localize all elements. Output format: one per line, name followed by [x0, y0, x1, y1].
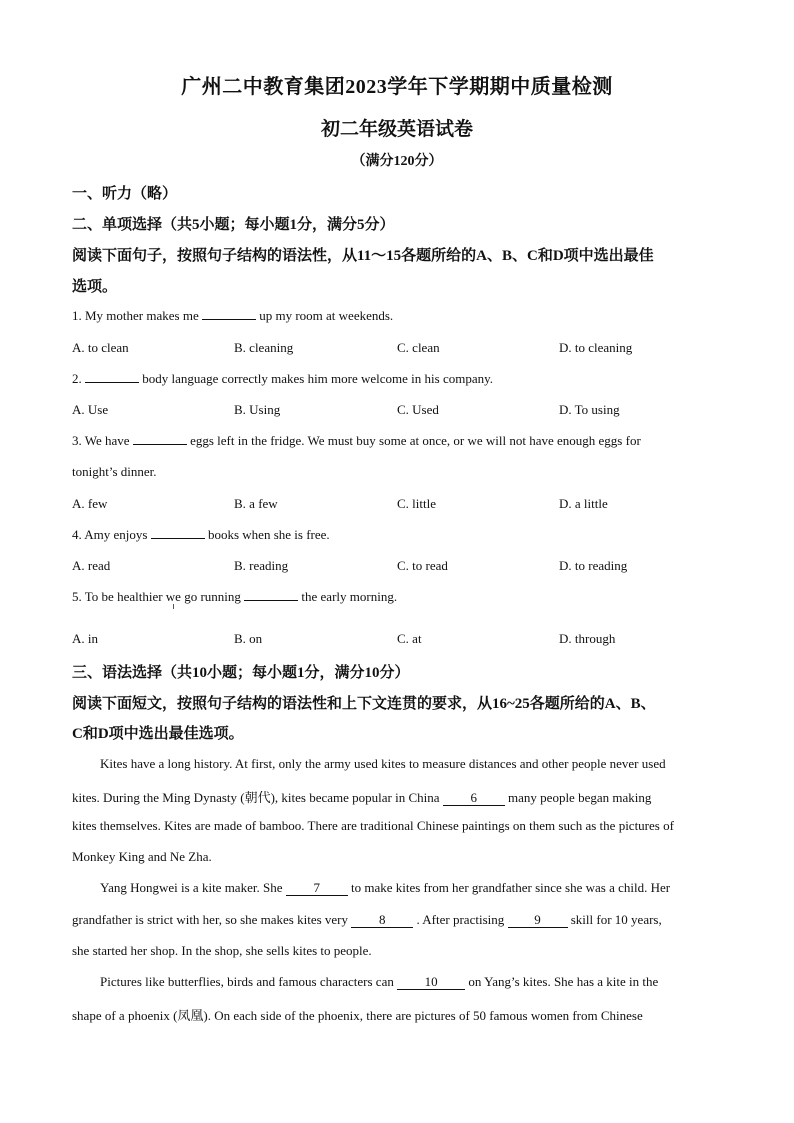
- question-1-pre: 1. My mother makes me: [72, 308, 202, 323]
- option-d: D. a little: [559, 496, 608, 511]
- passage-text: Yang Hongwei is a kite maker. She: [100, 880, 286, 895]
- question-3-continuation: tonight’s dinner.: [72, 464, 157, 479]
- passage-p2-line1: [100, 880, 670, 896]
- exam-title: 广州二中教育集团2023学年下学期期中质量检测: [181, 76, 613, 98]
- question-3-pre: 3. We have: [72, 433, 133, 448]
- question-2-pre: 2.: [72, 371, 85, 386]
- option-b: B. cleaning: [234, 340, 294, 355]
- passage-p3-line1: [100, 974, 658, 990]
- question-3: [72, 433, 641, 449]
- section3-instruction-line1: 阅读下面短文，按照句子结构的语法性和上下文连贯的要求，从16~25各题所给的A、B、: [72, 696, 656, 712]
- option-b: B. on: [234, 631, 263, 646]
- option-d: D. to cleaning: [559, 340, 633, 355]
- passage-p3-line2: shape of a phoenix (凤凰). On each side of the phoenix, there are pictures of 50 famous women from Chinese: [72, 1008, 643, 1023]
- section2-instruction-line1: 阅读下面句子，按照句子结构的语法性，从11～15各题所给的A、B、C和D项中选出最佳: [72, 248, 654, 264]
- option-a: A. to clean: [72, 340, 129, 355]
- section2-heading: 二、单项选择（共5小题；每小题1分，满分5分）: [72, 217, 395, 233]
- passage-text: Pictures like butterflies, birds and famous characters can: [100, 974, 398, 989]
- passage-p1-line2: [72, 787, 651, 806]
- option-b: B. Using: [234, 402, 281, 417]
- question-4-pre: 4. Amy enjoys: [72, 527, 151, 542]
- answer-blank: [133, 444, 187, 445]
- option-a: A. Use: [72, 402, 109, 417]
- section1-heading: 一、听力（略）: [72, 186, 178, 202]
- blank-6: 6: [443, 791, 505, 806]
- exam-subtitle: 初二年级英语试卷: [320, 119, 473, 140]
- passage-p1-line1: Kites have a long history. At first, only the army used kites to measure distances and other people never used: [100, 756, 666, 771]
- option-d: D. through: [559, 631, 616, 646]
- question-3-post: eggs left in the fridge. We must buy some at once, or we will not have enough eggs for: [186, 433, 641, 448]
- option-c: C. clean: [397, 340, 440, 355]
- section3-instruction-line2: C和D项中选出最佳选项。: [72, 726, 244, 742]
- blank-9: 9: [508, 913, 568, 928]
- passage-p1-line3: kites themselves. Kites are made of bamboo. There are traditional Chinese paintings on them such as the pictures of: [72, 818, 674, 833]
- question-1-post: up my room at weekends.: [255, 308, 394, 323]
- question-2-post: body language correctly makes him more welcome in his company.: [139, 371, 494, 386]
- option-c: C. little: [397, 496, 436, 511]
- blank-7: 7: [286, 881, 348, 896]
- section3-heading: 三、语法选择（共10小题；每小题1分，满分10分）: [72, 665, 410, 681]
- passage-text: kites. During the Ming Dynasty (朝代), kites became popular in China: [72, 790, 443, 805]
- answer-blank: [151, 538, 205, 539]
- option-b: B. reading: [234, 558, 289, 573]
- answer-blank: [85, 382, 139, 383]
- passage-p1-line4: Monkey King and Ne Zha.: [72, 849, 212, 864]
- passage-p2-line3: she started her shop. In the shop, she sells kites to people.: [72, 943, 372, 958]
- option-a: A. in: [72, 631, 98, 646]
- passage-text: on Yang’s kites. She has a kite in the: [465, 974, 659, 989]
- question-2: [72, 371, 493, 387]
- option-a: A. read: [72, 558, 111, 573]
- option-b: B. a few: [234, 496, 278, 511]
- passage-text: . After practising: [413, 912, 508, 927]
- stray-mark: [173, 604, 174, 609]
- question-1: [72, 308, 393, 324]
- option-d: D. to reading: [559, 558, 628, 573]
- question-5: [72, 589, 397, 605]
- option-c: C. Used: [397, 402, 439, 417]
- blank-8: 8: [351, 913, 413, 928]
- question-5-pre: 5. To be healthier we go running: [72, 589, 245, 604]
- question-5-post: the early morning.: [298, 589, 398, 604]
- question-4-post: books when she is free.: [204, 527, 330, 542]
- passage-p2-line2: [72, 912, 662, 928]
- question-4: [72, 527, 330, 543]
- answer-blank: [244, 600, 298, 601]
- score-note: （满分120分）: [351, 154, 443, 169]
- option-c: C. at: [397, 631, 422, 646]
- section2-instruction-line2: 选项。: [72, 279, 118, 295]
- passage-text: skill for 10 years,: [567, 912, 662, 927]
- answer-blank: [202, 319, 256, 320]
- passage-text: to make kites from her grandfather since she was a child. Her: [347, 880, 671, 895]
- option-c: C. to read: [397, 558, 448, 573]
- passage-text: grandfather is strict with her, so she makes kites very: [72, 912, 352, 927]
- blank-10: 10: [397, 975, 465, 990]
- option-a: A. few: [72, 496, 108, 511]
- option-d: D. To using: [559, 402, 620, 417]
- passage-text: many people began making: [504, 790, 652, 805]
